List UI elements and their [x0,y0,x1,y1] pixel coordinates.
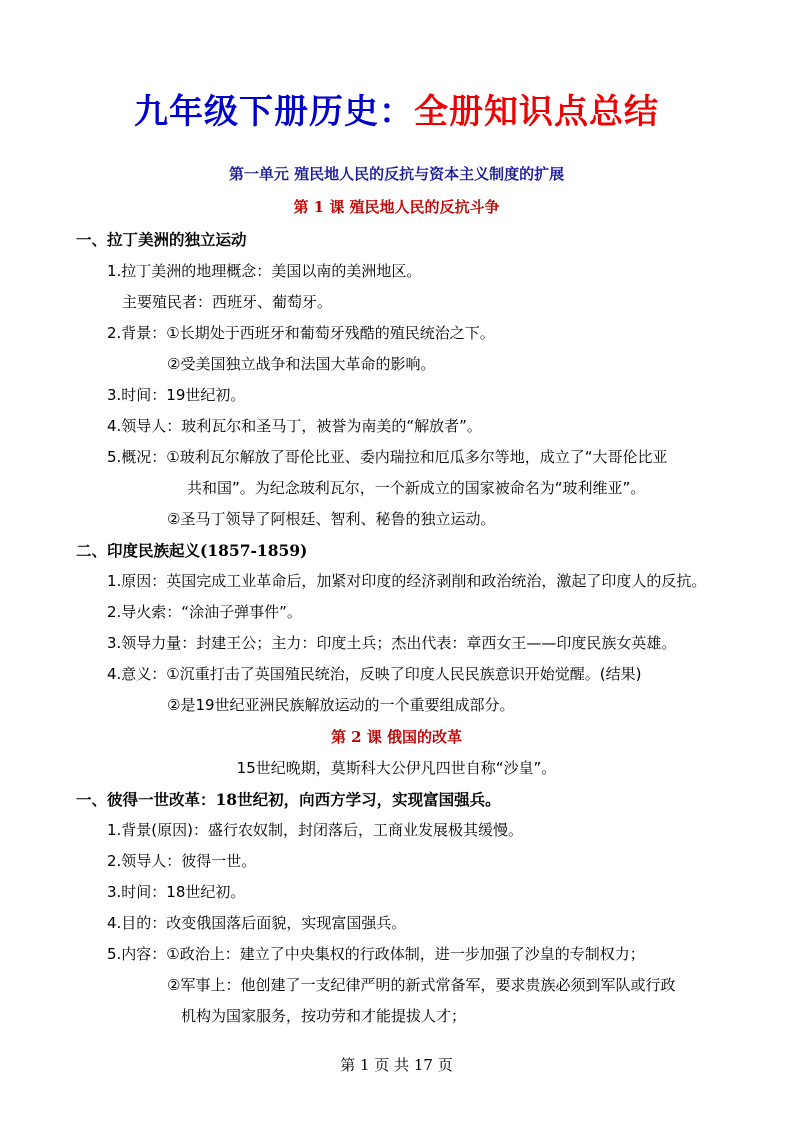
text-line: 5.概况：①玻利瓦尔解放了哥伦比亚、委内瑞拉和厄瓜多尔等地，成立了“大哥伦比亚 [107,448,668,466]
text-line: 2.背景：①长期处于西班牙和葡萄牙残酷的殖民统治之下。 [107,324,495,342]
text-line: ②受美国独立战争和法国大革命的影响。 [167,355,436,373]
text-line: 机构为国家服务，按功劳和才能提拔人才； [181,1007,467,1025]
page-footer: 第 1 页 共 17 页 [340,1056,453,1074]
text-line: ②是19世纪亚洲民族解放运动的一个重要组成部分。 [167,696,515,714]
text-line: 2.领导人：彼得一世。 [107,852,257,870]
text-line: 1.原因：英国完成工业革命后，加紧对印度的经济剥削和政治统治，激起了印度人的反抗。 [107,572,707,590]
text-line: ②圣马丁领导了阿根廷、智利、秘鲁的独立运动。 [167,510,496,528]
unit-heading: 第一单元 殖民地人民的反抗与资本主义制度的扩展 [228,165,565,183]
text-line: 3.时间：19世纪初。 [107,386,246,404]
lesson-1-heading: 第 1 课 殖民地人民的反抗斗争 [293,198,500,216]
section-heading-peter-reform: 一、彼得一世改革：18世纪初，向西方学习，实现富国强兵。 [76,790,501,809]
text-line: 4.领导人：玻利瓦尔和圣马丁，被誉为南美的“解放者”。 [107,417,482,435]
text-line: 共和国”。为纪念玻利瓦尔，一个新成立的国家被命名为“玻利维亚”。 [187,479,646,497]
text-line: 4.目的：改变俄国落后面貌，实现富国强兵。 [107,914,407,932]
section-heading-latin-america: 一、拉丁美洲的独立运动 [76,230,247,249]
text-line: 1.拉丁美洲的地理概念：美国以南的美洲地区。 [107,262,422,280]
section-heading-india-uprising: 二、印度民族起义(1857-1859) [76,541,308,560]
title-part-blue: 九年级下册历史： [134,92,414,132]
text-line: 1.背景(原因)：盛行农奴制，封闭落后，工商业发展极其缓慢。 [107,821,524,839]
title-part-red: 全册知识点总结 [414,92,659,132]
text-line: 4.意义：①沉重打击了英国殖民统治，反映了印度人民民族意识开始觉醒。(结果) [107,665,642,683]
text-line: 5.内容：①政治上：建立了中央集权的行政体制，进一步加强了沙皇的专制权力； [107,945,645,963]
text-line: ②军事上：他创建了一支纪律严明的新式常备军，要求贵族必须到军队或行政 [167,976,676,994]
text-line: 主要殖民者：西班牙、葡萄牙。 [122,293,333,311]
text-line: 3.领导力量：封建王公；主力：印度土兵；杰出代表：章西女王——印度民族女英雄。 [107,634,677,652]
lesson-2-intro: 15世纪晚期，莫斯科大公伊凡四世自称“沙皇”。 [236,759,557,777]
text-line: 2.导火索：“涂油子弹事件”。 [107,603,302,621]
lesson-2-heading: 第 2 课 俄国的改革 [330,728,463,746]
document-title [0,84,793,133]
text-line: 3.时间：18世纪初。 [107,883,246,901]
